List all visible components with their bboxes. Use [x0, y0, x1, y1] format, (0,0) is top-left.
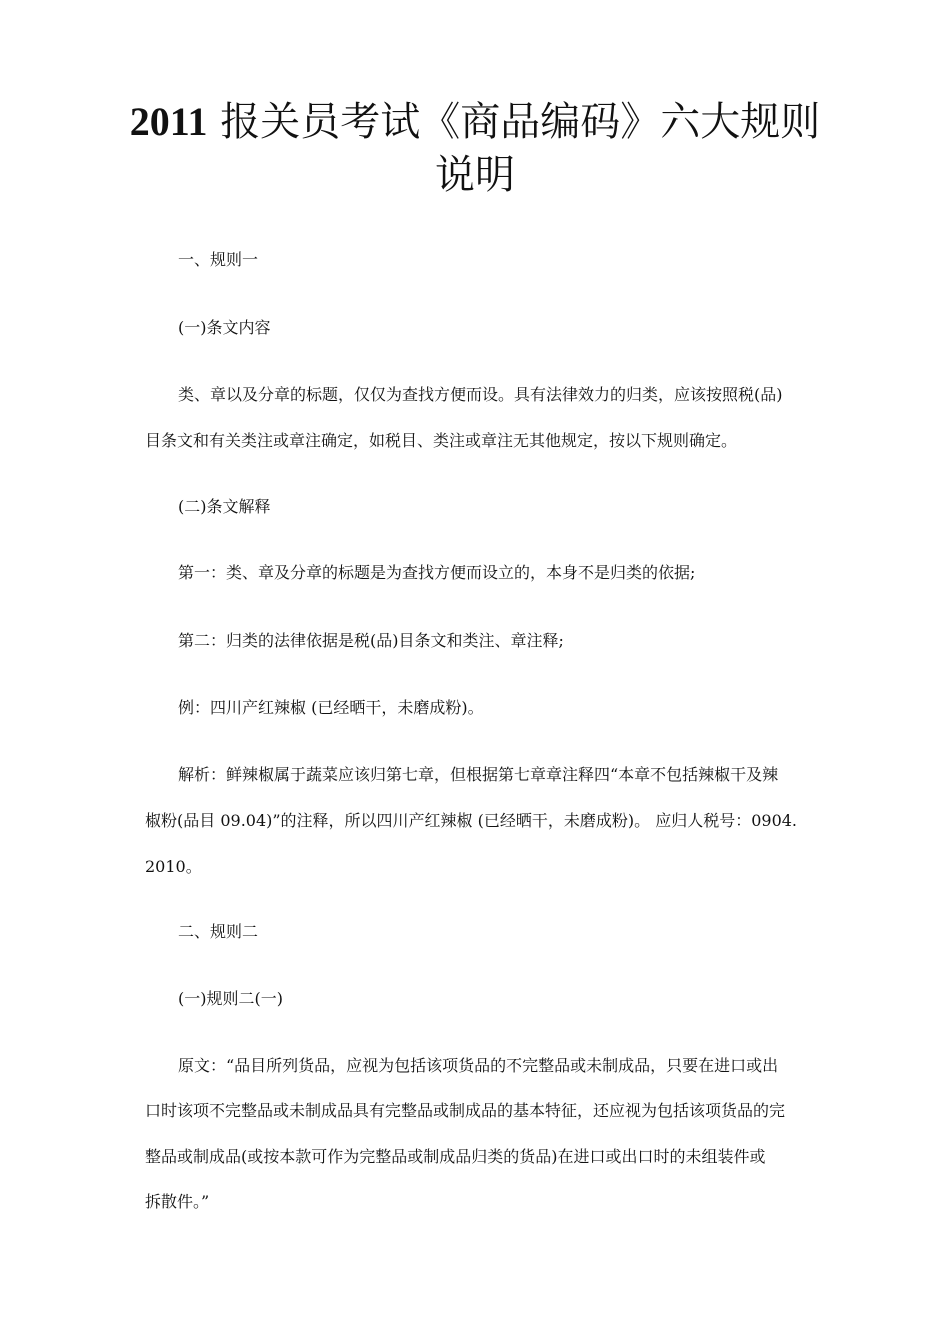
subheading-rule-2-1: (一)规则二(一) [178, 989, 283, 1008]
document-title-line-1 [120, 92, 830, 152]
paragraph-line: 第一：类、章及分章的标题是为查找方便而设立的，本身不是归类的依据; [178, 563, 696, 582]
subheading-clause-content: (一)条文内容 [178, 318, 271, 337]
subheading-clause-explanation: (二)条文解释 [178, 497, 271, 516]
title-main: 报关员考试《商品编码》六大规则 [207, 99, 821, 145]
original-text-line: 原文：“品目所列货品，应视为包括该项货品的不完整品或未制成品，只要在进口或出 [178, 1056, 779, 1075]
section-heading-rule-2: 二、规则二 [178, 922, 259, 941]
analysis-line: 椒粉(品目 09.04)”的注释，所以四川产红辣椒 (已经晒干，未磨成粉)。 应归人税号：0904. [145, 811, 798, 830]
analysis-line: 2010。 [145, 857, 202, 876]
paragraph-line: 类、章以及分章的标题，仅仅为查找方便而设。具有法律效力的归类，应该按照税(品) [178, 385, 783, 404]
document-title-line-2: 说明 [435, 152, 515, 198]
section-heading-rule-1: 一、规则一 [178, 250, 259, 269]
original-text-line: 口时该项不完整品或未制成品具有完整品或制成品的基本特征，还应视为包括该项货品的完 [145, 1101, 786, 1120]
example-line: 例：四川产红辣椒 (已经晒干，未磨成粉)。 [178, 698, 484, 717]
paragraph-line: 第二：归类的法律依据是税(品)目条文和类注、章注释; [178, 631, 564, 650]
paragraph-line: 目条文和有关类注或章注确定，如税目、类注或章注无其他规定，按以下规则确定。 [145, 431, 738, 450]
title-year: 2011 [129, 99, 208, 144]
original-text-line: 拆散件。” [145, 1192, 210, 1211]
analysis-line: 解析：鲜辣椒属于蔬菜应该归第七章，但根据第七章章注释四“本章不包括辣椒干及辣 [178, 765, 779, 784]
original-text-line: 整品或制成品(或按本款可作为完整品或制成品归类的货品)在进口或出口时的未组装件或 [145, 1147, 766, 1166]
